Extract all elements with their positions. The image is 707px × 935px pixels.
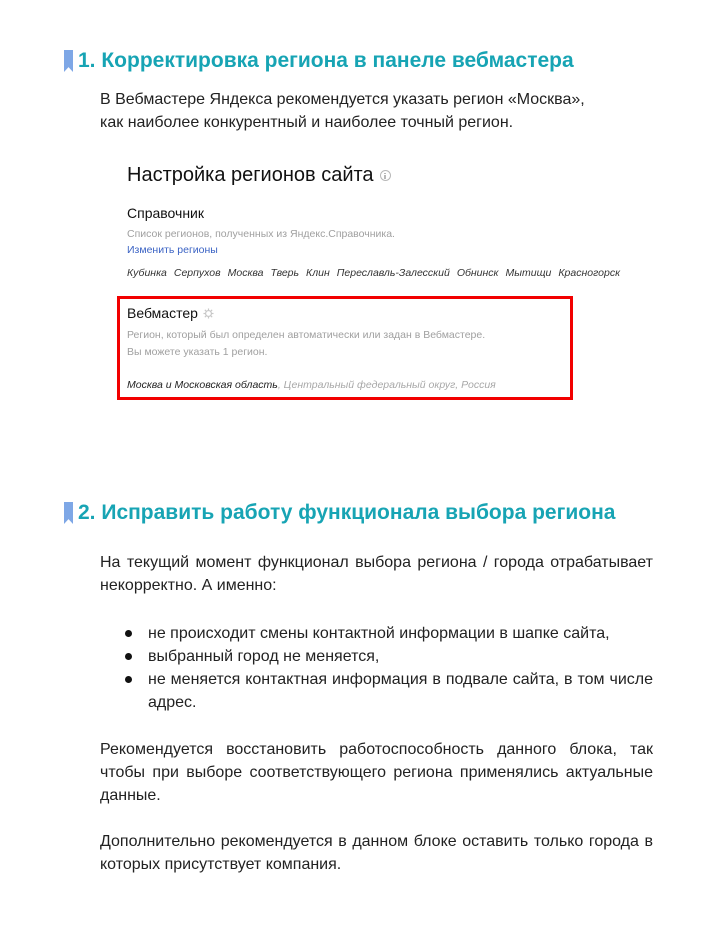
bookmark-icon bbox=[64, 50, 73, 72]
list-item bbox=[122, 645, 653, 668]
recommendation-paragraph: Рекомендуется восстановить работоспособность данного блока, так чтобы при выборе соответствующего региона применялись актуальные данные. bbox=[100, 741, 653, 804]
webmaster-highlight-box bbox=[117, 296, 573, 400]
screenshot-title bbox=[127, 164, 391, 187]
webmaster-description-2: Вы можете указать 1 регион. bbox=[127, 346, 268, 358]
additional-paragraph: Дополнительно рекомендуется в данном блоке оставить только города в которых присутствует компания. bbox=[100, 833, 653, 873]
bullet-icon bbox=[125, 653, 132, 660]
section-1-paragraph bbox=[100, 88, 653, 134]
section-2-heading-text: 2. Исправить работу функционала выбора региона bbox=[78, 501, 616, 524]
issue-list bbox=[122, 622, 653, 714]
section-2-intro: На текущий момент функционал выбора региона / города отрабатывает некорректно. А именно: bbox=[100, 554, 653, 594]
city: Красногорск bbox=[558, 267, 621, 279]
directory-heading: Справочник bbox=[127, 205, 204, 221]
region-rest: , Центральный федеральный округ, Россия bbox=[277, 379, 496, 391]
gear-icon bbox=[203, 308, 214, 319]
section-1-heading-text: 1. Корректировка региона в панеле вебмастера bbox=[78, 49, 574, 72]
webmaster-description-1: Регион, который был определен автоматически или задан в Вебмастере. bbox=[127, 329, 486, 341]
city: Москва bbox=[227, 267, 264, 279]
list-item-text: выбранный город не меняется, bbox=[148, 648, 380, 665]
bullet-icon bbox=[125, 676, 132, 683]
screenshot-title-text: Настройка регионов сайта bbox=[127, 164, 374, 186]
bookmark-icon bbox=[64, 502, 73, 524]
city: Обнинск bbox=[456, 267, 499, 279]
section-1-paragraph-line-2: как наиболее конкурентный и наиболее точный регион. bbox=[100, 114, 514, 131]
city: Серпухов bbox=[173, 267, 221, 279]
city: Мытищи bbox=[505, 267, 552, 279]
list-item-text: не происходит смены контактной информации в шапке сайта, bbox=[148, 625, 610, 642]
city-list bbox=[127, 267, 620, 279]
webmaster-heading-text: Вебмастер bbox=[127, 305, 198, 321]
region-main: Москва и Московская область bbox=[127, 379, 278, 391]
webmaster-region bbox=[127, 379, 496, 391]
city: Тверь bbox=[270, 267, 300, 279]
info-icon bbox=[380, 170, 391, 181]
city: Кубинка bbox=[127, 267, 167, 279]
webmaster-heading bbox=[127, 305, 214, 321]
city: Переславль-Залесский bbox=[336, 267, 450, 279]
list-item bbox=[122, 622, 653, 645]
list-item bbox=[122, 668, 653, 714]
directory-description: Список регионов, полученных из Яндекс.Справочника. bbox=[127, 228, 395, 240]
list-item-text: не меняется контактная информация в подвале сайта, в том числе адрес. bbox=[148, 671, 653, 711]
city: Клин bbox=[306, 267, 330, 279]
section-1-paragraph-line-1: В Вебмастере Яндекса рекомендуется указать регион «Москва», bbox=[100, 91, 585, 108]
bullet-icon bbox=[125, 630, 132, 637]
change-regions-link[interactable]: Изменить регионы bbox=[127, 244, 218, 256]
section-1-heading bbox=[64, 49, 574, 73]
section-2-heading bbox=[64, 501, 615, 525]
